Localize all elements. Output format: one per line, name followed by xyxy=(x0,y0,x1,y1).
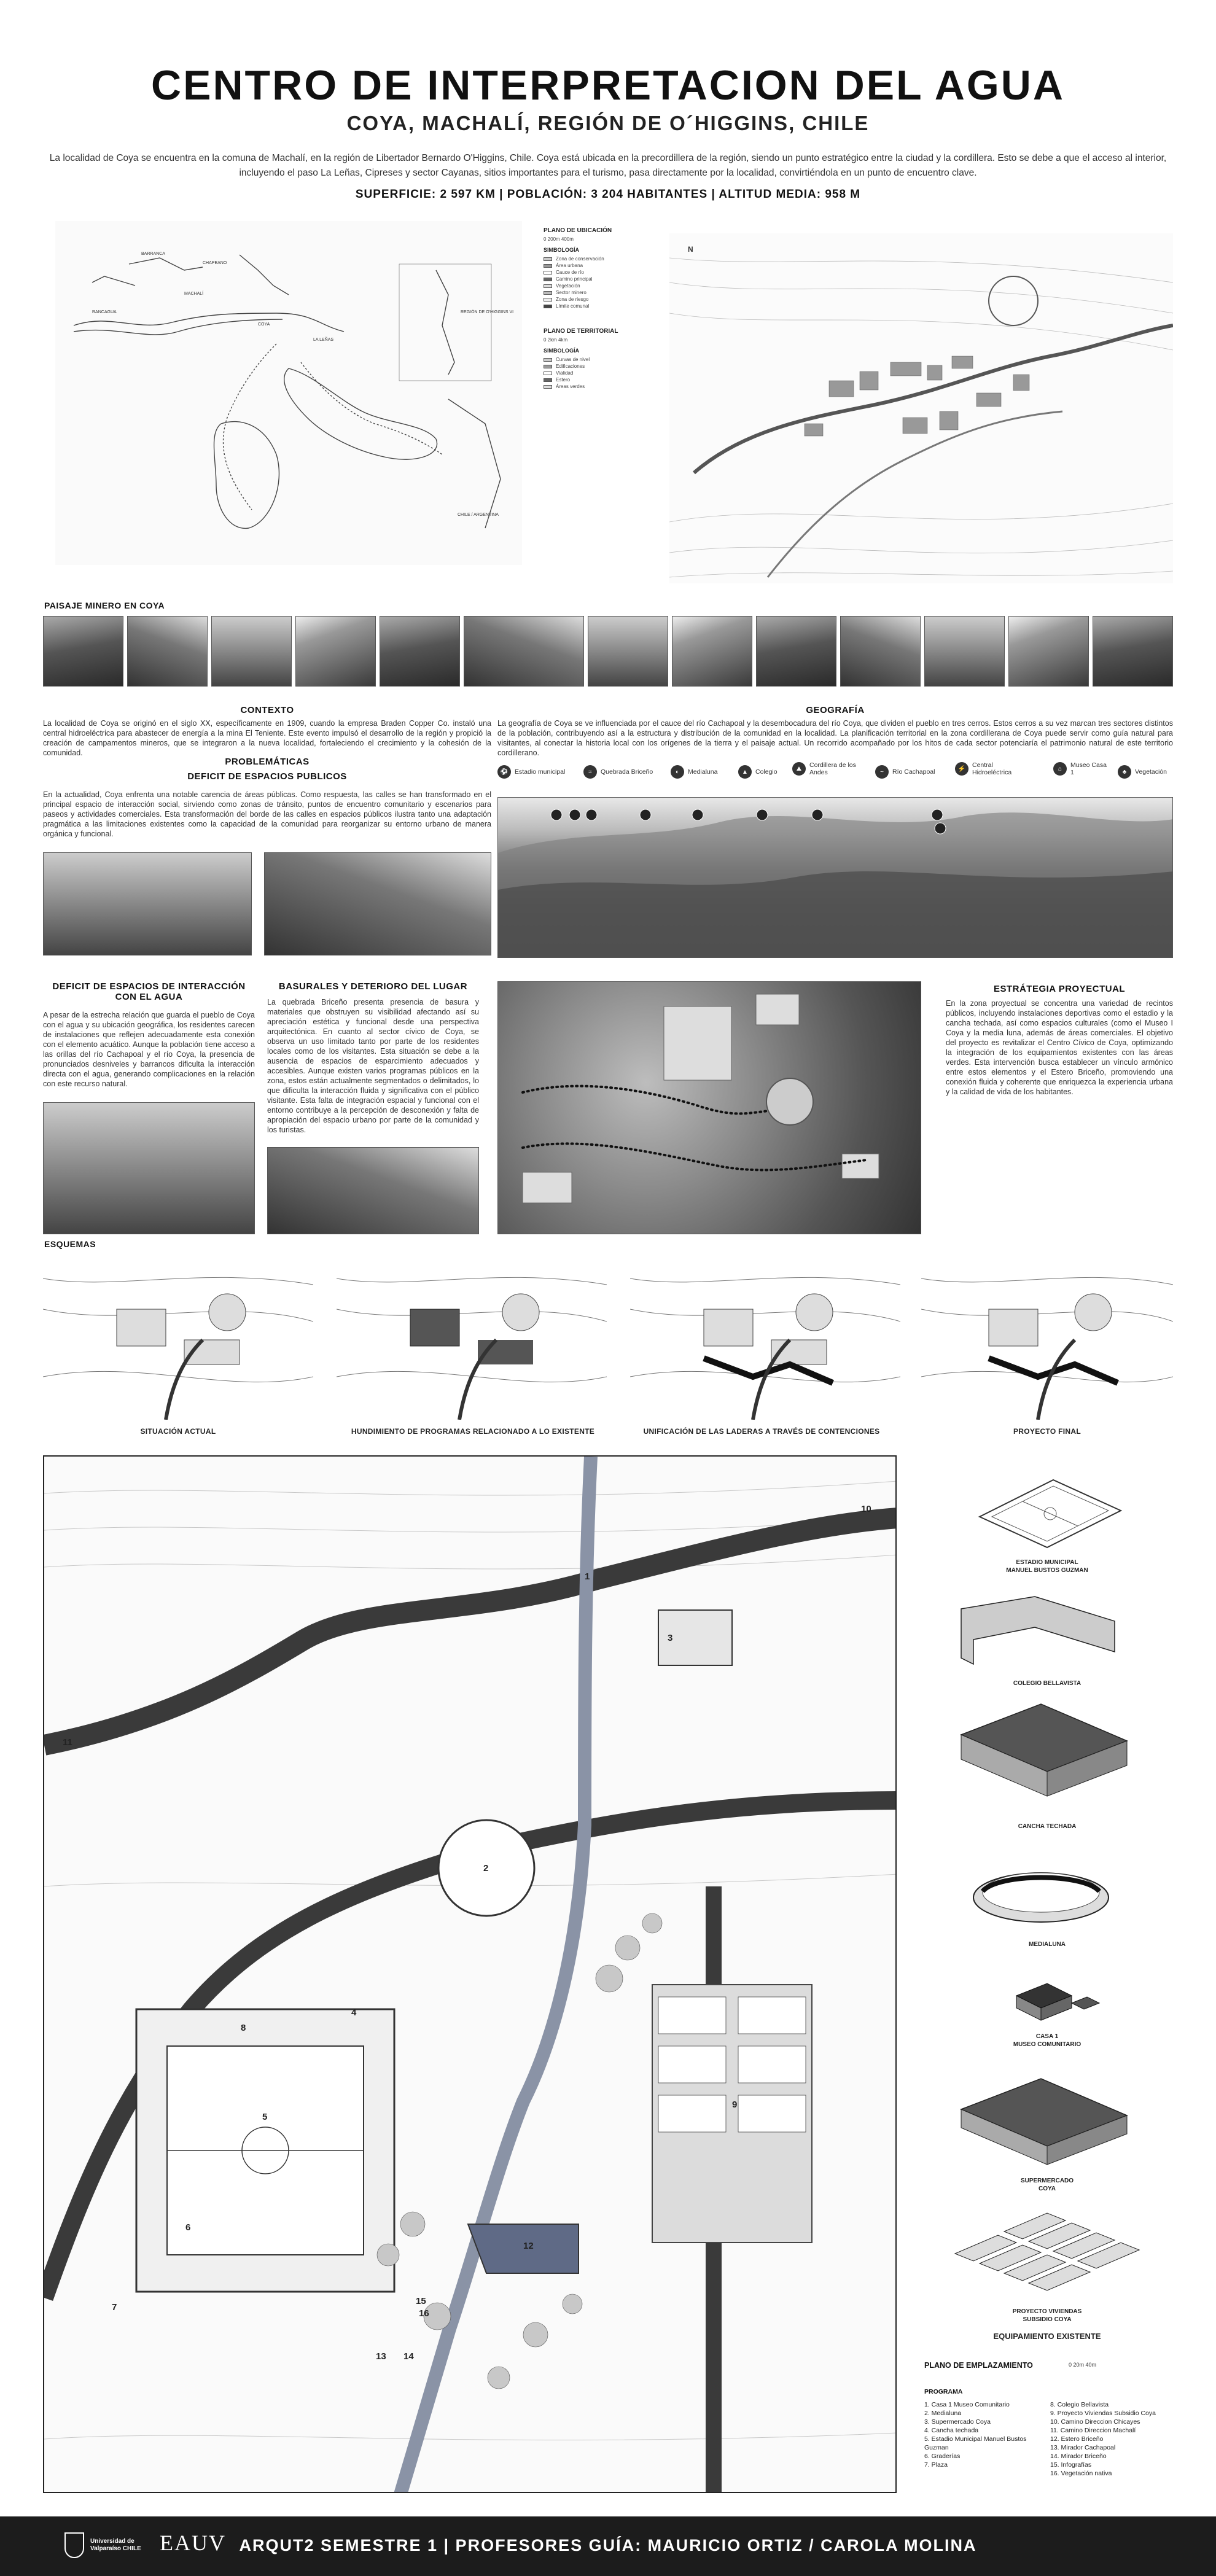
paisaje-label: PAISAJE MINERO EN COYA xyxy=(44,601,165,610)
viviendas-isometric xyxy=(937,2204,1145,2315)
valley-panorama xyxy=(497,797,1173,958)
svg-text:RANCAGUA: RANCAGUA xyxy=(92,310,117,314)
region-label: REGIÓN DE O'HIGGINS VI xyxy=(461,310,514,314)
basurales-text: La quebrada Briceño presenta presencia de basura y materiales que obstruyen su visibilidad afectando así su apreciación estética y funcional desde una perspectiva arquitectónica. En cuanto al sector cívico de Coya, se observa un uso limitado tanto por parte de los residentes locales como de los visitantes. Esta situación se debe a la ausencia de espacios de esparcimiento adecuados y accesibles. Aunque existen varios programas públicos en la zona, estos están actualmente segmentados o delimitados, lo que dificulta la interacción fluida y significativa con el público visitante. Esta falta de integración espacial y funcional con el entorno contribuye a la percepción de desconexión y falta de apropiación del espacio urbano por parte de la comunidad y los turistas. xyxy=(267,998,479,1134)
schema-caption-1: SITUACIÓN ACTUAL xyxy=(140,1427,216,1436)
svg-text:5: 5 xyxy=(262,2112,268,2122)
street-photo-1 xyxy=(43,852,252,955)
location-map-drawing xyxy=(55,221,522,565)
geo-icon-item: ◐ Medialuna xyxy=(671,765,717,779)
territorial-map-drawing xyxy=(669,233,1173,583)
aerial-overlay xyxy=(498,982,921,1234)
deficit-publicos-text: En la actualidad, Coya enfrenta una notable carencia de áreas públicas. Como respuesta, las calles se han transformado en el principal espacio de interacción social, sirviendo como zonas de tránsito, puntos de encuentro comunitario y escenarios para paseos y actividades comerciales. Esta transformación del borde de las calles en espacios públicos ilustra tanto una adaptación pragmática a las limitaciones existentes como la capacidad de la comunidad para reorganizar su entorno urbano de manera orgánica y funcional. xyxy=(43,790,491,838)
svg-text:16: 16 xyxy=(419,2308,429,2319)
emplazamiento-block xyxy=(924,2361,1173,2508)
equip-caption-1: ESTADIO MUNICIPAL MANUEL BUSTOS GUZMAN xyxy=(1006,1559,1088,1574)
legend-item: Zona de riesgo xyxy=(544,296,654,303)
stats-line: SUPERFICIE: 2 597 KM | POBLACIÓN: 3 204 HABITANTES | ALTITUD MEDIA: 958 M xyxy=(355,188,861,201)
equip-title: EQUIPAMIENTO EXISTENTE xyxy=(993,2332,1101,2341)
paisaje-photo xyxy=(672,616,752,687)
programa-label: PROGRAMA xyxy=(924,2388,963,2395)
svg-text:CHAPEANO: CHAPEANO xyxy=(203,261,227,265)
svg-text:BARRANCA: BARRANCA xyxy=(141,252,165,256)
schema-1 xyxy=(43,1254,313,1420)
geo-icon-item: ~ Río Cachapoal xyxy=(875,765,935,779)
programa-col-1: 1. Casa 1 Museo Comunitario 2. Medialuna 3. Supermercado Coya 4. Cancha techada 5. Estadio Municipal Manuel Bustos Guzman 6. Graderías 7. Plaza xyxy=(924,2401,1027,2469)
svg-text:2: 2 xyxy=(483,1863,489,1874)
svg-text:7: 7 xyxy=(112,2302,117,2313)
paisaje-photo xyxy=(211,616,292,687)
geo-icon-row xyxy=(497,760,1173,785)
deficit-agua-text: A pesar de la estrecha relación que guarda el pueblo de Coya con el agua y su ubicación geográfica, los residentes carecen de instalaciones que reflejen adecuadamente esta conexión con el elemento acuático. Aunque la población tiene acceso a las orillas del río Cachapoal y el río Coya, la presencia de pronunciados desniveles y barrancos dificulta la interacción directa con el agua, generando complicaciones en la relación con este recurso natural. xyxy=(43,1011,255,1088)
mountain-icon: ⛰ xyxy=(792,762,806,776)
paisaje-photo xyxy=(43,616,123,687)
legend-items-a xyxy=(544,255,654,309)
geo-icon-item: ⚡ Central Hidroeléctrica xyxy=(955,761,1029,776)
programa-col-2: 8. Colegio Bellavista 9. Proyecto Viviendas Subsidio Coya 10. Camino Direccion Chicayes 11. Camino Direccion Machalí 12. Estero Briceño 13. Mirador Cachapoal 14. Mirador Briceño 15. Infografías 16. Vegetación nativa xyxy=(1050,2401,1156,2477)
svg-text:N: N xyxy=(688,245,693,254)
territorial-map xyxy=(669,233,1173,583)
problematicas-title: PROBLEMÁTICAS xyxy=(225,757,310,767)
svg-text:14: 14 xyxy=(403,2351,414,2362)
contexto-text: La localidad de Coya se originó en el siglo XX, específicamente en 1909, cuando la empresa Braden Copper Co. instaló una central hidroeléctrica para abastecer de energía a la mina El Teniente. Este evento impulsó el desarrollo de la región y propició la creación de campamentos mineros, que se integraron a la nueva localidad, fortaleciendo el crecimiento y la cohesión de la comunidad. xyxy=(43,719,491,757)
museum-icon: ⌂ xyxy=(1053,762,1067,776)
paisaje-photo xyxy=(380,616,460,687)
paisaje-photo xyxy=(464,616,584,687)
footer-text: ARQUT2 SEMESTRE 1 | PROFESORES GUÍA: MAURICIO ORTIZ / CAROLA MOLINA xyxy=(239,2536,977,2555)
page-title: CENTRO DE INTERPRETACION DEL AGUA xyxy=(150,62,1066,109)
aerial-photo xyxy=(497,981,921,1234)
schema-3 xyxy=(630,1254,900,1420)
paisaje-photo-strip xyxy=(43,616,1173,687)
equip-caption-7: PROYECTO VIVIENDAS SUBSIDIO COYA xyxy=(1012,2308,1082,2323)
site-plan xyxy=(43,1455,897,2493)
legend-item: Área urbana xyxy=(544,262,654,269)
estadio-isometric xyxy=(967,1468,1127,1560)
page-subtitle: COYA, MACHALÍ, REGIÓN DE O´HIGGINS, CHILE xyxy=(346,112,870,134)
esquemas-label: ESQUEMAS xyxy=(44,1239,96,1249)
svg-text:LA LEÑAS: LA LEÑAS xyxy=(313,338,334,342)
plano-ubicacion-label: PLANO DE UBICACIÓN xyxy=(544,227,612,234)
school-icon: ▲ xyxy=(738,765,752,779)
vegetation-icon: ♣ xyxy=(1118,765,1131,779)
paisaje-photo xyxy=(1093,616,1173,687)
geo-icon-item: ♣ Vegetación xyxy=(1118,765,1167,779)
svg-text:1: 1 xyxy=(585,1571,590,1582)
simbologia-label: SIMBOLOGÍA xyxy=(544,247,579,253)
valley-panorama-overlay xyxy=(498,798,1173,958)
geo-icon-item: ⚽ Estadio municipal xyxy=(497,765,565,779)
scale-b: 0 2km 4km xyxy=(544,337,568,343)
equip-caption-4: MEDIALUNA xyxy=(1029,1941,1066,1948)
scale-a: 0 200m 400m xyxy=(544,236,574,242)
svg-text:3: 3 xyxy=(668,1633,673,1643)
site-plan-drawing xyxy=(44,1457,897,2493)
geo-icon-item: ⛰ Cordillera de los Andes xyxy=(792,761,866,776)
svg-text:12: 12 xyxy=(523,2241,534,2251)
medialuna-icon: ◐ xyxy=(671,765,684,779)
paisaje-photo xyxy=(840,616,921,687)
ravine-photo xyxy=(267,1147,479,1234)
svg-text:10: 10 xyxy=(861,1504,871,1514)
paisaje-photo xyxy=(924,616,1005,687)
paisaje-photo xyxy=(1008,616,1089,687)
paisaje-photo xyxy=(127,616,208,687)
river-icon: ~ xyxy=(875,765,889,779)
schema-4 xyxy=(921,1254,1173,1420)
geo-icon-item: ≈ Quebrada Briceño xyxy=(583,765,653,779)
deficit-agua-title: DEFICIT DE ESPACIOS DE INTERACCIÓN CON EL AGUA xyxy=(52,981,246,1002)
svg-text:8: 8 xyxy=(241,2023,246,2033)
svg-text:4: 4 xyxy=(351,2007,357,2018)
legend-item: Vegetación xyxy=(544,282,654,289)
uv-logo-text: Universidad de Valparaíso CHILE xyxy=(90,2538,141,2552)
estrategia-text: En la zona proyectual se concentra una variedad de recintos públicos, incluyendo instalaciones deportivas como el estadio y la cancha techada, así como espacios culturales (como el Museo I Coya y la media luna, además de áreas comerciales. El objetivo del proyecto es revitalizar el Centro Cívico de Coya, optimizando la integración de los equipamientos existentes con las áreas verdes. Esta intervención busca establecer un vínculo armónico entre estos elementos y el Estero Briceño, promoviendo una conexión fluida y coherente que enriquezca la experiencia urbana y la calidad de vida de los habitantes. xyxy=(946,999,1173,1096)
cancha-isometric xyxy=(949,1698,1133,1802)
svg-text:11: 11 xyxy=(63,1737,72,1748)
legend-item: Límite comunal xyxy=(544,303,654,309)
paisaje-photo xyxy=(588,616,668,687)
equip-caption-3: CANCHA TECHADA xyxy=(1018,1823,1077,1830)
plano-territorial-label: PLANO DE TERRITORIAL xyxy=(544,328,618,335)
museo-isometric xyxy=(949,1965,1133,2033)
geo-icon-item: ▲ Colegio xyxy=(738,765,778,779)
legend-item: Edificaciones xyxy=(544,363,654,370)
legend-item: Camino principal xyxy=(544,276,654,282)
schema-caption-4: PROYECTO FINAL xyxy=(1013,1427,1081,1436)
legend-item: Zona de conservación xyxy=(544,255,654,262)
legend-item: Sector minero xyxy=(544,289,654,296)
equip-caption-5: CASA 1 MUSEO COMUNITARIO xyxy=(1013,2033,1082,2048)
geo-icon-item: ⌂ Museo Casa 1 xyxy=(1053,761,1109,776)
emplazamiento-scale: 0 20m 40m xyxy=(1069,2362,1097,2368)
legend-item: Vialidad xyxy=(544,370,654,376)
location-map xyxy=(55,221,522,565)
svg-text:COYA: COYA xyxy=(258,322,270,327)
powerplant-icon: ⚡ xyxy=(955,762,969,776)
basurales-title: BASURALES Y DETERIORO DEL LUGAR xyxy=(278,981,468,992)
paisaje-photo xyxy=(295,616,376,687)
svg-text:9: 9 xyxy=(732,2099,738,2110)
paisaje-photo xyxy=(756,616,836,687)
legend-item: Curvas de nivel xyxy=(544,356,654,363)
colegio-isometric xyxy=(949,1584,1133,1676)
ravine-icon: ≈ xyxy=(583,765,597,779)
svg-text:6: 6 xyxy=(185,2222,191,2233)
legend-item: Estero xyxy=(544,376,654,383)
schemas-row xyxy=(43,1254,1173,1420)
contexto-title: CONTEXTO xyxy=(240,705,294,715)
geografia-text: La geografía de Coya se ve influenciada por el cauce del río Cachapoal y la desembocadura del río Coya, que dividen el pueblo en tres cerros. Estos cerros a su vez marcan tres sectores distintos de la población, contribuyendo así a la estructura y distribución de la comunidad en la localidad. La planificación territorial en la zona cordillerana de Coya puede servir como guía natural para visitantes, al conectar la historia local con los orígenes de la tierra y el paisaje actual. Un recorrido acompañado por los hitos de cada sector potenciaría el patrimonio natural de este territorio cordillerano. xyxy=(497,719,1173,757)
legend-item: Cauce de río xyxy=(544,269,654,276)
equip-caption-6: SUPERMERCADO COYA xyxy=(1020,2177,1074,2192)
svg-text:15: 15 xyxy=(416,2296,426,2306)
svg-text:MACHALÍ: MACHALÍ xyxy=(184,292,204,296)
supermercado-isometric xyxy=(949,2066,1133,2171)
emplazamiento-title: PLANO DE EMPLAZAMIENTO xyxy=(924,2361,1033,2370)
schema-caption-2: HUNDIMIENTO DE PROGRAMAS RELACIONADO A LO EXISTENTE xyxy=(351,1427,595,1436)
equip-column xyxy=(924,1468,1173,2352)
estrategia-title: ESTRÁTEGIA PROYECTUAL xyxy=(993,984,1126,994)
equip-caption-2: COLEGIO BELLAVISTA xyxy=(1013,1680,1082,1687)
medialuna-isometric xyxy=(949,1848,1133,1940)
deficit-publicos-title: DEFICIT DE ESPACIOS PUBLICOS xyxy=(187,771,347,782)
schema-2 xyxy=(337,1254,607,1420)
river-photo xyxy=(43,1102,255,1234)
street-photo-2 xyxy=(264,852,491,955)
svg-text:CHILE / ARGENTINA: CHILE / ARGENTINA xyxy=(458,513,499,517)
stadium-icon: ⚽ xyxy=(497,765,511,779)
eauv-logo: EAUV xyxy=(160,2531,226,2555)
simbologia-label-2: SIMBOLOGÍA xyxy=(544,348,579,354)
map-legend xyxy=(544,227,654,571)
svg-text:13: 13 xyxy=(376,2351,386,2362)
intro-paragraph: La localidad de Coya se encuentra en la comuna de Machalí, en la región de Libertador Bernardo O'Higgins, Chile. Coya está ubicada en la precordillera de la región, siendo un punto estratégico entre la ciudad y la cordillera. Esto se debe a que el acceso al interior, incluyendo el paso La Leñas, Cipreses y sector Cayanas, sitios importantes para el turismo, pasa directamente por la localidad, convirtiéndola en un punto de encuentro clave. xyxy=(49,153,1167,178)
legend-items-b xyxy=(544,356,654,390)
legend-item: Áreas verdes xyxy=(544,383,654,390)
geografia-title: GEOGRAFÍA xyxy=(806,705,865,715)
schema-caption-3: UNIFICACIÓN DE LAS LADERAS A TRAVÉS DE CONTENCIONES xyxy=(643,1427,880,1436)
